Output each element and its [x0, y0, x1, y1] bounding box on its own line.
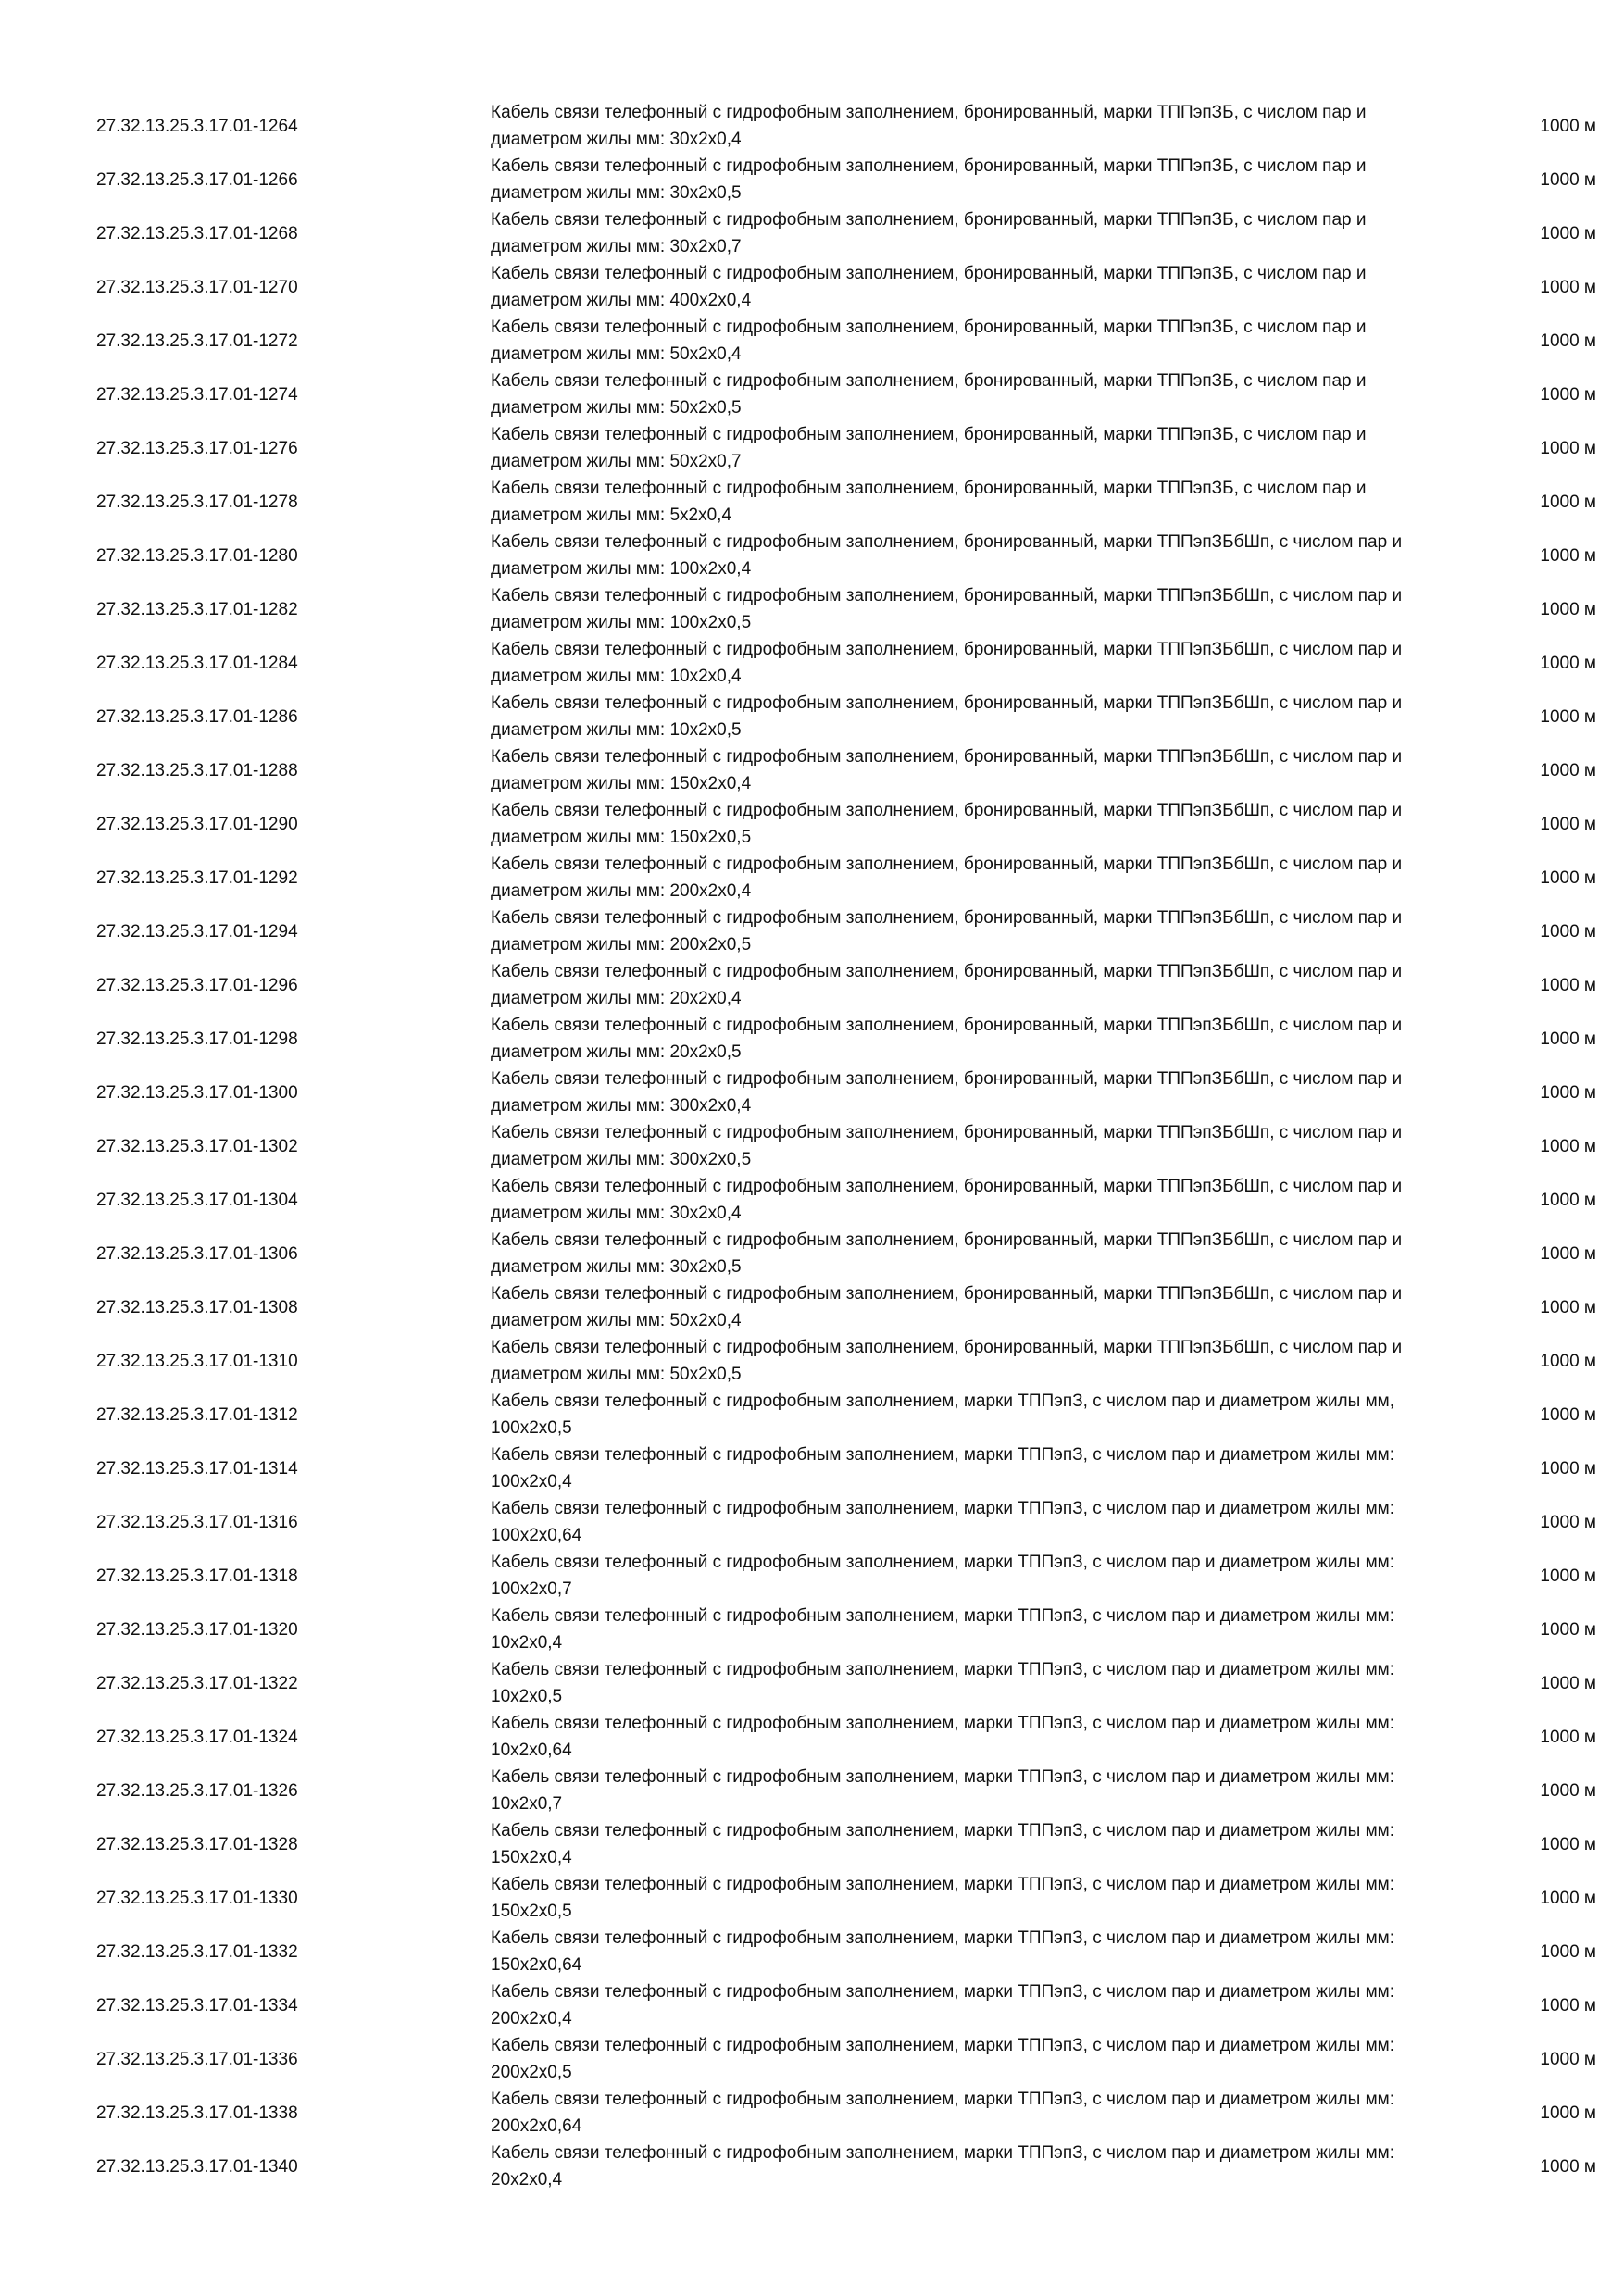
item-unit: 1000 м: [1540, 169, 1596, 190]
item-unit: 1000 м: [1540, 653, 1596, 673]
table-row: [96, 1441, 1596, 1495]
item-description-cell: [491, 1764, 1457, 1817]
table-row: [96, 1603, 1596, 1656]
item-unit: 1000 м: [1540, 599, 1596, 619]
item-description-cell: [491, 743, 1457, 797]
item-code: 27.32.13.25.3.17.01-1330: [96, 1888, 298, 1908]
item-description: Кабель связи телефонный с гидрофобным заполнением, бронированный, марки ТППэпЗБбШп, с числом пар и диаметром жилы мм: 30х2х0,4: [491, 1177, 1403, 1223]
table-row: [96, 206, 1596, 260]
item-description: Кабель связи телефонный с гидрофобным заполнением, бронированный, марки ТППэпЗБбШп, с числом пар и диаметром жилы мм: 10х2х0,4: [491, 640, 1403, 686]
item-description: Кабель связи телефонный с гидрофобным заполнением, бронированный, марки ТППэпЗБбШп, с числом пар и диаметром жилы мм: 200х2х0,5: [491, 908, 1403, 955]
item-description: Кабель связи телефонный с гидрофобным заполнением, бронированный, марки ТППэпЗБбШп, с числом пар и диаметром жилы мм: 20х2х0,5: [491, 1016, 1403, 1062]
item-code: 27.32.13.25.3.17.01-1300: [96, 1082, 298, 1103]
table-row: [96, 958, 1596, 1012]
item-code: 27.32.13.25.3.17.01-1340: [96, 2156, 298, 2177]
item-description-cell: [491, 99, 1457, 153]
item-code: 27.32.13.25.3.17.01-1290: [96, 814, 298, 834]
item-description: Кабель связи телефонный с гидрофобным заполнением, бронированный, марки ТППэпЗБбШп, с числом пар и диаметром жилы мм: 10х2х0,5: [491, 693, 1403, 740]
item-description: Кабель связи телефонный с гидрофобным заполнением, бронированный, марки ТППэпЗБбШп, с числом пар и диаметром жилы мм: 150х2х0,5: [491, 801, 1403, 847]
item-unit: 1000 м: [1540, 814, 1596, 834]
item-code: 27.32.13.25.3.17.01-1266: [96, 169, 298, 190]
item-description: Кабель связи телефонный с гидрофобным заполнением, бронированный, марки ТППэпЗБбШп, с числом пар и диаметром жилы мм: 100х2х0,5: [491, 586, 1403, 632]
item-unit: 1000 м: [1540, 1727, 1596, 1747]
item-unit: 1000 м: [1540, 1566, 1596, 1586]
table-row: [96, 368, 1596, 421]
item-description: Кабель связи телефонный с гидрофобным заполнением, марки ТППэпЗ, с числом пар и диаметром жилы мм: 150х2х0,4: [491, 1821, 1394, 1867]
item-code: 27.32.13.25.3.17.01-1292: [96, 867, 298, 888]
table-row: [96, 743, 1596, 797]
item-description: Кабель связи телефонный с гидрофобным заполнением, марки ТППэпЗ, с числом пар и диаметром жилы мм: 200х2х0,64: [491, 2090, 1394, 2136]
price-list-body: [96, 99, 1596, 2193]
item-description-cell: [491, 1817, 1457, 1871]
table-row: [96, 260, 1596, 314]
table-row: [96, 1764, 1596, 1817]
item-description-cell: [491, 1656, 1457, 1710]
item-description: Кабель связи телефонный с гидрофобным заполнением, бронированный, марки ТППэпЗБ, с числом пар и диаметром жилы мм: 400х2х0,4: [491, 264, 1367, 310]
item-unit: 1000 м: [1540, 438, 1596, 458]
item-unit: 1000 м: [1540, 1190, 1596, 1210]
item-code: 27.32.13.25.3.17.01-1326: [96, 1780, 298, 1801]
item-unit: 1000 м: [1540, 1888, 1596, 1908]
item-unit: 1000 м: [1540, 492, 1596, 512]
item-description-cell: [491, 421, 1457, 475]
item-description-cell: [491, 1280, 1457, 1334]
item-description-cell: [491, 905, 1457, 958]
item-code: 27.32.13.25.3.17.01-1296: [96, 975, 298, 995]
item-unit: 1000 м: [1540, 706, 1596, 727]
item-description: Кабель связи телефонный с гидрофобным заполнением, бронированный, марки ТППэпЗБбШп, с числом пар и диаметром жилы мм: 30х2х0,5: [491, 1230, 1403, 1277]
item-description: Кабель связи телефонный с гидрофобным заполнением, марки ТППэпЗ, с числом пар и диаметром жилы мм: 10х2х0,64: [491, 1714, 1394, 1760]
item-code: 27.32.13.25.3.17.01-1272: [96, 331, 298, 351]
item-description-cell: [491, 690, 1457, 743]
item-description: Кабель связи телефонный с гидрофобным заполнением, бронированный, марки ТППэпЗБбШп, с числом пар и диаметром жилы мм: 100х2х0,4: [491, 532, 1403, 579]
table-row: [96, 1280, 1596, 1334]
item-unit: 1000 м: [1540, 2103, 1596, 2123]
table-row: [96, 2140, 1596, 2193]
item-code: 27.32.13.25.3.17.01-1268: [96, 223, 298, 243]
item-description: Кабель связи телефонный с гидрофобным заполнением, бронированный, марки ТППэпЗБ, с числом пар и диаметром жилы мм: 50х2х0,4: [491, 318, 1367, 364]
table-row: [96, 1173, 1596, 1227]
table-row: [96, 1710, 1596, 1764]
item-code: 27.32.13.25.3.17.01-1282: [96, 599, 298, 619]
item-unit: 1000 м: [1540, 277, 1596, 297]
item-code: 27.32.13.25.3.17.01-1316: [96, 1512, 298, 1532]
table-row: [96, 421, 1596, 475]
item-code: 27.32.13.25.3.17.01-1334: [96, 1995, 298, 2015]
item-unit: 1000 м: [1540, 1029, 1596, 1049]
item-unit: 1000 м: [1540, 760, 1596, 780]
table-row: [96, 529, 1596, 582]
item-description-cell: [491, 1227, 1457, 1280]
item-description: Кабель связи телефонный с гидрофобным заполнением, бронированный, марки ТППэпЗБбШп, с числом пар и диаметром жилы мм: 20х2х0,4: [491, 962, 1403, 1008]
item-code: 27.32.13.25.3.17.01-1274: [96, 384, 298, 405]
item-description: Кабель связи телефонный с гидрофобным заполнением, бронированный, марки ТППэпЗБ, с числом пар и диаметром жилы мм: 50х2х0,7: [491, 425, 1367, 471]
item-description: Кабель связи телефонный с гидрофобным заполнением, марки ТППэпЗ, с числом пар и диаметром жилы мм: 200х2х0,4: [491, 1982, 1394, 2028]
item-code: 27.32.13.25.3.17.01-1270: [96, 277, 298, 297]
item-code: 27.32.13.25.3.17.01-1328: [96, 1834, 298, 1854]
item-unit: 1000 м: [1540, 1243, 1596, 1264]
item-description-cell: [491, 2032, 1457, 2086]
item-unit: 1000 м: [1540, 116, 1596, 136]
item-unit: 1000 м: [1540, 223, 1596, 243]
item-description: Кабель связи телефонный с гидрофобным заполнением, марки ТППэпЗ, с числом пар и диаметром жилы мм: 150х2х0,5: [491, 1875, 1394, 1921]
item-description-cell: [491, 1012, 1457, 1066]
item-description: Кабель связи телефонный с гидрофобным заполнением, марки ТППэпЗ, с числом пар и диаметром жилы мм: 10х2х0,4: [491, 1606, 1394, 1653]
table-row: [96, 1066, 1596, 1119]
item-description: Кабель связи телефонный с гидрофобным заполнением, марки ТППэпЗ, с числом пар и диаметром жилы мм: 100х2х0,64: [491, 1499, 1394, 1545]
table-row: [96, 2086, 1596, 2140]
item-code: 27.32.13.25.3.17.01-1310: [96, 1351, 298, 1371]
item-description: Кабель связи телефонный с гидрофобным заполнением, бронированный, марки ТППэпЗБбШп, с числом пар и диаметром жилы мм: 150х2х0,4: [491, 747, 1403, 793]
item-description-cell: [491, 1173, 1457, 1227]
item-description-cell: [491, 1603, 1457, 1656]
item-code: 27.32.13.25.3.17.01-1294: [96, 921, 298, 942]
item-unit: 1000 м: [1540, 1673, 1596, 1693]
item-code: 27.32.13.25.3.17.01-1312: [96, 1404, 298, 1425]
table-row: [96, 1925, 1596, 1978]
item-description-cell: [491, 206, 1457, 260]
item-description-cell: [491, 368, 1457, 421]
item-unit: 1000 м: [1540, 867, 1596, 888]
item-description-cell: [491, 1871, 1457, 1925]
item-description-cell: [491, 260, 1457, 314]
item-description: Кабель связи телефонный с гидрофобным заполнением, марки ТППэпЗ, с числом пар и диаметром жилы мм: 100х2х0,4: [491, 1445, 1394, 1491]
item-description: Кабель связи телефонный с гидрофобным заполнением, марки ТППэпЗ, с числом пар и диаметром жилы мм: 20х2х0,4: [491, 2143, 1394, 2190]
item-unit: 1000 м: [1540, 2156, 1596, 2177]
item-code: 27.32.13.25.3.17.01-1276: [96, 438, 298, 458]
item-code: 27.32.13.25.3.17.01-1324: [96, 1727, 298, 1747]
item-description-cell: [491, 1388, 1457, 1441]
table-row: [96, 690, 1596, 743]
table-row: [96, 905, 1596, 958]
item-code: 27.32.13.25.3.17.01-1314: [96, 1458, 298, 1479]
table-row: [96, 797, 1596, 851]
table-row: [96, 1656, 1596, 1710]
item-description-cell: [491, 582, 1457, 636]
item-description-cell: [491, 314, 1457, 368]
item-unit: 1000 м: [1540, 1351, 1596, 1371]
item-description-cell: [491, 1710, 1457, 1764]
item-description: Кабель связи телефонный с гидрофобным заполнением, марки ТППэпЗ, с числом пар и диаметром жилы мм: 150х2х0,64: [491, 1928, 1394, 1975]
table-row: [96, 851, 1596, 905]
item-description-cell: [491, 851, 1457, 905]
table-row: [96, 582, 1596, 636]
item-unit: 1000 м: [1540, 1136, 1596, 1156]
item-description: Кабель связи телефонный с гидрофобным заполнением, марки ТППэпЗ, с числом пар и диаметром жилы мм: 10х2х0,5: [491, 1660, 1394, 1706]
item-unit: 1000 м: [1540, 1941, 1596, 1962]
item-description-cell: [491, 153, 1457, 206]
item-code: 27.32.13.25.3.17.01-1264: [96, 116, 298, 136]
item-unit: 1000 м: [1540, 1995, 1596, 2015]
item-unit: 1000 м: [1540, 1082, 1596, 1103]
item-unit: 1000 м: [1540, 1834, 1596, 1854]
item-description-cell: [491, 958, 1457, 1012]
table-row: [96, 1871, 1596, 1925]
item-code: 27.32.13.25.3.17.01-1304: [96, 1190, 298, 1210]
item-description-cell: [491, 1549, 1457, 1603]
item-code: 27.32.13.25.3.17.01-1286: [96, 706, 298, 727]
item-description: Кабель связи телефонный с гидрофобным заполнением, бронированный, марки ТППэпЗБбШп, с числом пар и диаметром жилы мм: 300х2х0,4: [491, 1069, 1403, 1116]
table-row: [96, 99, 1596, 153]
table-row: [96, 1227, 1596, 1280]
item-description-cell: [491, 2086, 1457, 2140]
item-unit: 1000 м: [1540, 1619, 1596, 1640]
item-description-cell: [491, 1119, 1457, 1173]
item-description-cell: [491, 1925, 1457, 1978]
item-unit: 1000 м: [1540, 1297, 1596, 1317]
item-code: 27.32.13.25.3.17.01-1336: [96, 2049, 298, 2069]
item-unit: 1000 м: [1540, 1404, 1596, 1425]
table-row: [96, 1495, 1596, 1549]
table-row: [96, 1119, 1596, 1173]
item-code: 27.32.13.25.3.17.01-1284: [96, 653, 298, 673]
table-row: [96, 1549, 1596, 1603]
item-description: Кабель связи телефонный с гидрофобным заполнением, бронированный, марки ТППэпЗБ, с числом пар и диаметром жилы мм: 30х2х0,5: [491, 156, 1367, 203]
table-row: [96, 1817, 1596, 1871]
item-description-cell: [491, 2140, 1457, 2193]
item-description: Кабель связи телефонный с гидрофобным заполнением, бронированный, марки ТППэпЗБ, с числом пар и диаметром жилы мм: 30х2х0,4: [491, 103, 1367, 149]
item-description: Кабель связи телефонный с гидрофобным заполнением, марки ТППэпЗ, с числом пар и диаметром жилы мм: 200х2х0,5: [491, 2036, 1394, 2082]
item-description: Кабель связи телефонный с гидрофобным заполнением, бронированный, марки ТППэпЗБбШп, с числом пар и диаметром жилы мм: 300х2х0,5: [491, 1123, 1403, 1169]
item-code: 27.32.13.25.3.17.01-1278: [96, 492, 298, 512]
item-description-cell: [491, 1441, 1457, 1495]
item-description-cell: [491, 1978, 1457, 2032]
item-description-cell: [491, 797, 1457, 851]
item-unit: 1000 м: [1540, 331, 1596, 351]
item-description: Кабель связи телефонный с гидрофобным заполнением, бронированный, марки ТППэпЗБбШп, с числом пар и диаметром жилы мм: 50х2х0,4: [491, 1284, 1403, 1330]
item-code: 27.32.13.25.3.17.01-1322: [96, 1673, 298, 1693]
item-unit: 1000 м: [1540, 1458, 1596, 1479]
item-description: Кабель связи телефонный с гидрофобным заполнением, марки ТППэпЗ, с числом пар и диаметром жилы мм: 100х2х0,7: [491, 1553, 1394, 1599]
item-code: 27.32.13.25.3.17.01-1298: [96, 1029, 298, 1049]
item-description-cell: [491, 1495, 1457, 1549]
table-row: [96, 636, 1596, 690]
item-description: Кабель связи телефонный с гидрофобным заполнением, марки ТППэпЗ, с числом пар и диаметром жилы мм: 10х2х0,7: [491, 1767, 1394, 1814]
item-code: 27.32.13.25.3.17.01-1338: [96, 2103, 298, 2123]
item-code: 27.32.13.25.3.17.01-1318: [96, 1566, 298, 1586]
table-row: [96, 1978, 1596, 2032]
table-row: [96, 153, 1596, 206]
item-description-cell: [491, 475, 1457, 529]
item-unit: 1000 м: [1540, 1780, 1596, 1801]
item-unit: 1000 м: [1540, 975, 1596, 995]
item-code: 27.32.13.25.3.17.01-1332: [96, 1941, 298, 1962]
item-description: Кабель связи телефонный с гидрофобным заполнением, марки ТППэпЗ, с числом пар и диаметром жилы мм, 100х2х0,5: [491, 1391, 1394, 1438]
item-code: 27.32.13.25.3.17.01-1308: [96, 1297, 298, 1317]
item-unit: 1000 м: [1540, 2049, 1596, 2069]
item-description-cell: [491, 529, 1457, 582]
table-row: [96, 314, 1596, 368]
table-row: [96, 1388, 1596, 1441]
item-unit: 1000 м: [1540, 545, 1596, 566]
item-description-cell: [491, 1066, 1457, 1119]
price-list-table: [96, 99, 1596, 2193]
item-unit: 1000 м: [1540, 1512, 1596, 1532]
item-unit: 1000 м: [1540, 384, 1596, 405]
item-code: 27.32.13.25.3.17.01-1288: [96, 760, 298, 780]
item-code: 27.32.13.25.3.17.01-1306: [96, 1243, 298, 1264]
item-code: 27.32.13.25.3.17.01-1320: [96, 1619, 298, 1640]
item-description: Кабель связи телефонный с гидрофобным заполнением, бронированный, марки ТППэпЗБбШп, с числом пар и диаметром жилы мм: 200х2х0,4: [491, 855, 1403, 901]
item-code: 27.32.13.25.3.17.01-1302: [96, 1136, 298, 1156]
item-description: Кабель связи телефонный с гидрофобным заполнением, бронированный, марки ТППэпЗБ, с числом пар и диаметром жилы мм: 30х2х0,7: [491, 210, 1367, 256]
item-code: 27.32.13.25.3.17.01-1280: [96, 545, 298, 566]
item-description: Кабель связи телефонный с гидрофобным заполнением, бронированный, марки ТППэпЗБ, с числом пар и диаметром жилы мм: 5х2х0,4: [491, 479, 1367, 525]
table-row: [96, 1334, 1596, 1388]
table-row: [96, 1012, 1596, 1066]
item-description-cell: [491, 636, 1457, 690]
table-row: [96, 2032, 1596, 2086]
table-row: [96, 475, 1596, 529]
item-description-cell: [491, 1334, 1457, 1388]
item-unit: 1000 м: [1540, 921, 1596, 942]
item-description: Кабель связи телефонный с гидрофобным заполнением, бронированный, марки ТППэпЗБбШп, с числом пар и диаметром жилы мм: 50х2х0,5: [491, 1338, 1403, 1384]
item-description: Кабель связи телефонный с гидрофобным заполнением, бронированный, марки ТППэпЗБ, с числом пар и диаметром жилы мм: 50х2х0,5: [491, 371, 1367, 418]
